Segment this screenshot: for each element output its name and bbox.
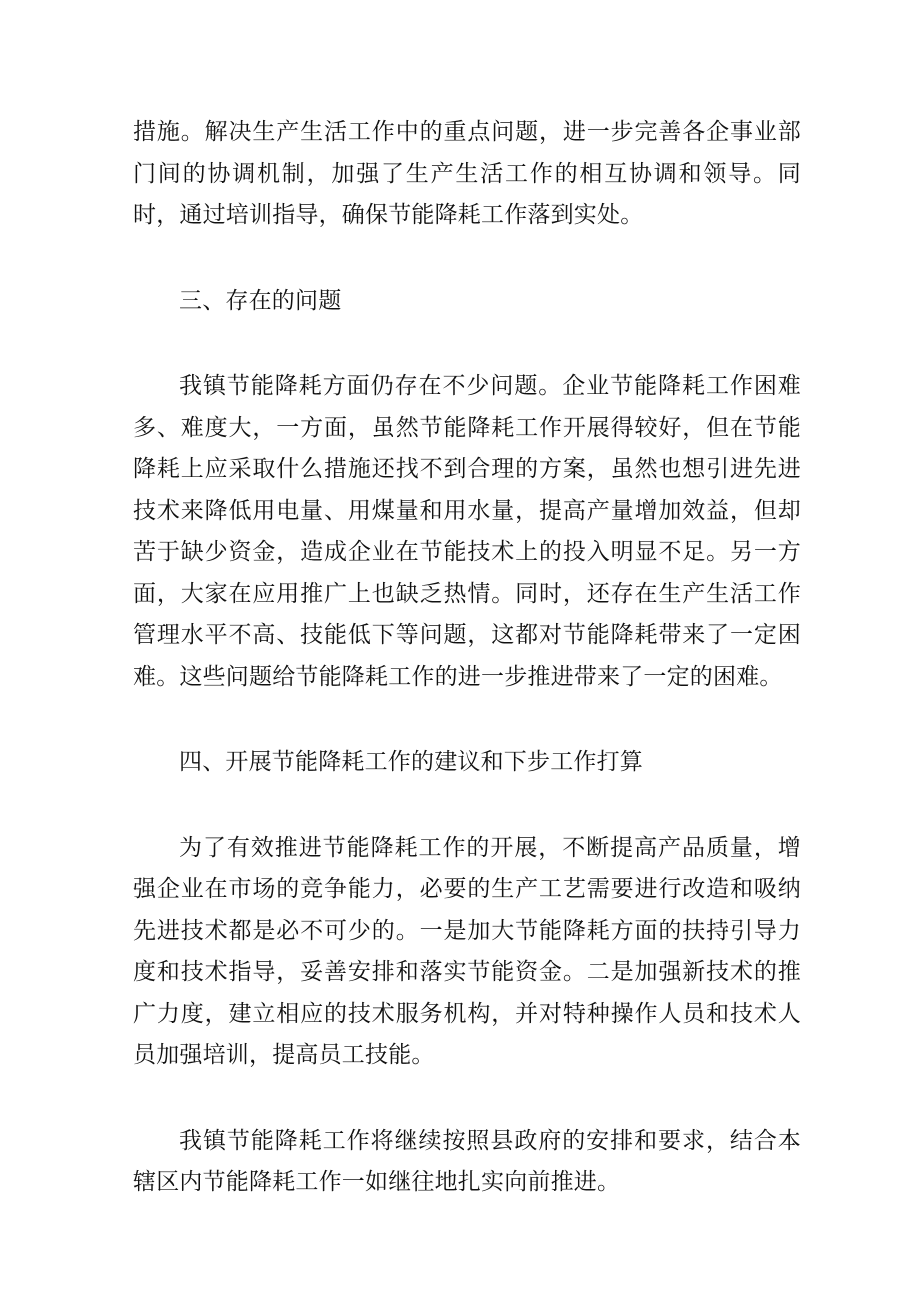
document-body	[133, 112, 801, 1204]
heading-suggestions-plans: 四、开展节能降耗工作的建议和下步工作打算	[179, 749, 643, 775]
paragraph-problems: 我镇节能降耗方面仍存在不少问题。企业节能降耗工作困难多、难度大，一方面，虽然节能降耗工作开展得较好，但在节能降耗上应采取什么措施还找不到合理的方案，虽然也想引进先进技术来降低用电量、用煤量和用水量，提高产量增加效益，但却苦于缺少资金，造成企业在节能技术上的投入明显不足。另一方面，大家在应用推广上也缺乏热情。同时，还存在生产生活工作管理水平不高、技能低下等问题，这都对节能降耗带来了一定困难。这些问题给节能降耗工作的进一步推进带来了一定的困难。	[133, 373, 801, 690]
heading-existing-problems: 三、存在的问题	[179, 287, 342, 314]
paragraph-suggestions: 为了有效推进节能降耗工作的开展，不断提高产品质量，增强企业在市场的竞争能力，必要的生产工艺需要进行改造和吸纳先进技术都是必不可少的。一是加大节能降耗方面的扶持引导力度和技术指导，妥善安排和落实节能资金。二是加强新技术的推广力度，建立相应的技术服务机构，并对特种操作人员和技术人员加强培训，提高员工技能。	[133, 834, 801, 1068]
paragraph-measures: 措施。解决生产生活工作中的重点问题，进一步完善各企事业部门间的协调机制，加强了生产生活工作的相互协调和领导。同时，通过培训指导，确保节能降耗工作落到实处。	[133, 119, 801, 228]
paragraph-conclusion: 我镇节能降耗工作将继续按照县政府的安排和要求，结合本辖区内节能降耗工作一如继往地扎实向前推进。	[133, 1127, 801, 1195]
